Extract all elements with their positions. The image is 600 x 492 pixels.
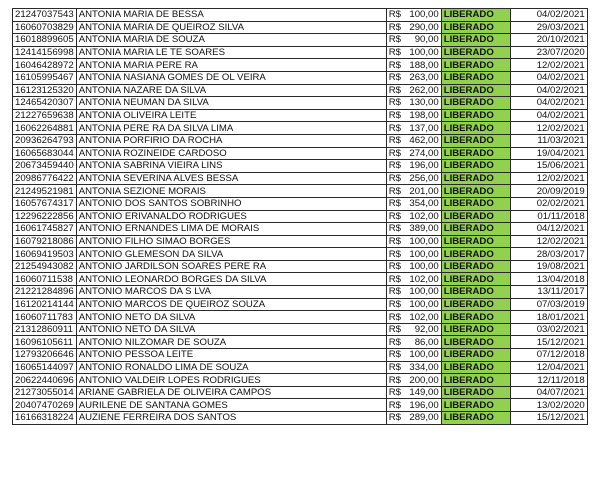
currency-cell: R$ bbox=[386, 298, 404, 311]
date-cell: 15/12/2021 bbox=[510, 412, 587, 425]
cpf-cell: 16096105611 bbox=[13, 336, 77, 349]
cpf-cell: 16061745827 bbox=[13, 223, 77, 236]
value-cell: 92,00 bbox=[404, 323, 442, 336]
status-cell: LIBERADO bbox=[441, 84, 510, 97]
value-cell: 188,00 bbox=[404, 59, 442, 72]
table-row bbox=[13, 386, 588, 399]
cpf-cell: 16060703829 bbox=[13, 21, 77, 34]
table-row bbox=[13, 273, 588, 286]
cpf-cell: 12414156998 bbox=[13, 46, 77, 59]
currency-cell: R$ bbox=[386, 210, 404, 223]
status-cell: LIBERADO bbox=[441, 34, 510, 47]
status-cell: LIBERADO bbox=[441, 386, 510, 399]
name-cell: ANTONIO ERNANDES LIMA DE MORAIS bbox=[76, 223, 386, 236]
currency-cell: R$ bbox=[386, 399, 404, 412]
cpf-cell: 16105995467 bbox=[13, 71, 77, 84]
payment-list-table bbox=[12, 8, 588, 425]
currency-cell: R$ bbox=[386, 323, 404, 336]
cpf-cell: 20622440696 bbox=[13, 374, 77, 387]
cpf-cell: 21221284896 bbox=[13, 286, 77, 299]
name-cell: ANTONIA ROZINEIDE CARDOSO bbox=[76, 147, 386, 160]
currency-cell: R$ bbox=[386, 223, 404, 236]
table-row bbox=[13, 172, 588, 185]
date-cell: 12/02/2021 bbox=[510, 235, 587, 248]
name-cell: ANTONIO JARDILSON SOARES PERE RA bbox=[76, 260, 386, 273]
table-row bbox=[13, 311, 588, 324]
date-cell: 13/11/2017 bbox=[510, 286, 587, 299]
date-cell: 03/02/2021 bbox=[510, 323, 587, 336]
currency-cell: R$ bbox=[386, 71, 404, 84]
date-cell: 18/01/2021 bbox=[510, 311, 587, 324]
cpf-cell: 16065683044 bbox=[13, 147, 77, 160]
status-cell: LIBERADO bbox=[441, 399, 510, 412]
value-cell: 100,00 bbox=[404, 260, 442, 273]
table-row bbox=[13, 122, 588, 135]
value-cell: 100,00 bbox=[404, 46, 442, 59]
table-row bbox=[13, 59, 588, 72]
status-cell: LIBERADO bbox=[441, 210, 510, 223]
table-row bbox=[13, 298, 588, 311]
currency-cell: R$ bbox=[386, 386, 404, 399]
cpf-cell: 20673459440 bbox=[13, 160, 77, 173]
date-cell: 11/03/2021 bbox=[510, 134, 587, 147]
table-row bbox=[13, 71, 588, 84]
status-cell: LIBERADO bbox=[441, 223, 510, 236]
value-cell: 100,00 bbox=[404, 298, 442, 311]
name-cell: ANTONIA MARIA LE TE SOARES bbox=[76, 46, 386, 59]
cpf-cell: 16062264881 bbox=[13, 122, 77, 135]
name-cell: ANTONIA SEVERINA ALVES BESSA bbox=[76, 172, 386, 185]
status-cell: LIBERADO bbox=[441, 71, 510, 84]
currency-cell: R$ bbox=[386, 374, 404, 387]
date-cell: 12/04/2021 bbox=[510, 361, 587, 374]
value-cell: 100,00 bbox=[404, 248, 442, 261]
name-cell: ANTONIO FILHO SIMAO BORGES bbox=[76, 235, 386, 248]
name-cell: AURILENE DE SANTANA GOMES bbox=[76, 399, 386, 412]
currency-cell: R$ bbox=[386, 311, 404, 324]
date-cell: 15/12/2021 bbox=[510, 336, 587, 349]
table-row bbox=[13, 248, 588, 261]
cpf-cell: 16057674317 bbox=[13, 197, 77, 210]
date-cell: 12/02/2021 bbox=[510, 59, 587, 72]
status-cell: LIBERADO bbox=[441, 286, 510, 299]
currency-cell: R$ bbox=[386, 9, 404, 22]
date-cell: 04/02/2021 bbox=[510, 97, 587, 110]
name-cell: ANTONIO NETO DA SILVA bbox=[76, 311, 386, 324]
status-cell: LIBERADO bbox=[441, 323, 510, 336]
value-cell: 256,00 bbox=[404, 172, 442, 185]
value-cell: 102,00 bbox=[404, 210, 442, 223]
currency-cell: R$ bbox=[386, 134, 404, 147]
table-row bbox=[13, 286, 588, 299]
table-row bbox=[13, 361, 588, 374]
table-row bbox=[13, 185, 588, 198]
date-cell: 04/02/2021 bbox=[510, 71, 587, 84]
date-cell: 04/02/2021 bbox=[510, 9, 587, 22]
name-cell: ANTONIO MARCOS DE QUEIROZ SOUZA bbox=[76, 298, 386, 311]
date-cell: 19/04/2021 bbox=[510, 147, 587, 160]
currency-cell: R$ bbox=[386, 336, 404, 349]
cpf-cell: 16046428972 bbox=[13, 59, 77, 72]
table-row bbox=[13, 46, 588, 59]
date-cell: 13/04/2018 bbox=[510, 273, 587, 286]
cpf-cell: 16069419503 bbox=[13, 248, 77, 261]
cpf-cell: 21227659638 bbox=[13, 109, 77, 122]
value-cell: 462,00 bbox=[404, 134, 442, 147]
value-cell: 201,00 bbox=[404, 185, 442, 198]
name-cell: ANTONIO GLEMESON DA SILVA bbox=[76, 248, 386, 261]
value-cell: 196,00 bbox=[404, 160, 442, 173]
table-row bbox=[13, 210, 588, 223]
value-cell: 149,00 bbox=[404, 386, 442, 399]
table-row bbox=[13, 34, 588, 47]
name-cell: ANTONIA SABRINA VIEIRA LINS bbox=[76, 160, 386, 173]
value-cell: 334,00 bbox=[404, 361, 442, 374]
table-row bbox=[13, 84, 588, 97]
table-row bbox=[13, 399, 588, 412]
name-cell: ANTONIA MARIA DE SOUZA bbox=[76, 34, 386, 47]
value-cell: 274,00 bbox=[404, 147, 442, 160]
currency-cell: R$ bbox=[386, 34, 404, 47]
cpf-cell: 20986776422 bbox=[13, 172, 77, 185]
table-row bbox=[13, 260, 588, 273]
name-cell: ANTONIO VALDEIR LOPES RODRIGUES bbox=[76, 374, 386, 387]
name-cell: AUZIENE FERREIRA DOS SANTOS bbox=[76, 412, 386, 425]
name-cell: ANTONIA OLIVEIRA LEITE bbox=[76, 109, 386, 122]
status-cell: LIBERADO bbox=[441, 273, 510, 286]
value-cell: 100,00 bbox=[404, 349, 442, 362]
cpf-cell: 21273055014 bbox=[13, 386, 77, 399]
table-body bbox=[13, 9, 588, 425]
value-cell: 100,00 bbox=[404, 286, 442, 299]
cpf-cell: 16166318224 bbox=[13, 412, 77, 425]
cpf-cell: 12793206646 bbox=[13, 349, 77, 362]
status-cell: LIBERADO bbox=[441, 185, 510, 198]
table-row bbox=[13, 109, 588, 122]
currency-cell: R$ bbox=[386, 172, 404, 185]
cpf-cell: 12465420307 bbox=[13, 97, 77, 110]
table-row bbox=[13, 9, 588, 22]
status-cell: LIBERADO bbox=[441, 172, 510, 185]
currency-cell: R$ bbox=[386, 286, 404, 299]
date-cell: 23/07/2020 bbox=[510, 46, 587, 59]
name-cell: ANTONIO RONALDO LIMA DE SOUZA bbox=[76, 361, 386, 374]
currency-cell: R$ bbox=[386, 412, 404, 425]
status-cell: LIBERADO bbox=[441, 260, 510, 273]
table-row bbox=[13, 160, 588, 173]
cpf-cell: 21254943082 bbox=[13, 260, 77, 273]
name-cell: ANTONIA NAZARE DA SILVA bbox=[76, 84, 386, 97]
date-cell: 13/02/2020 bbox=[510, 399, 587, 412]
status-cell: LIBERADO bbox=[441, 147, 510, 160]
date-cell: 04/12/2021 bbox=[510, 223, 587, 236]
date-cell: 04/02/2021 bbox=[510, 84, 587, 97]
name-cell: ARIANE GABRIELA DE OLIVEIRA CAMPOS bbox=[76, 386, 386, 399]
status-cell: LIBERADO bbox=[441, 374, 510, 387]
date-cell: 12/02/2021 bbox=[510, 172, 587, 185]
date-cell: 07/12/2018 bbox=[510, 349, 587, 362]
date-cell: 20/09/2019 bbox=[510, 185, 587, 198]
currency-cell: R$ bbox=[386, 197, 404, 210]
cpf-cell: 12296222856 bbox=[13, 210, 77, 223]
cpf-cell: 16079218086 bbox=[13, 235, 77, 248]
status-cell: LIBERADO bbox=[441, 248, 510, 261]
name-cell: ANTONIA SEZIONE MORAIS bbox=[76, 185, 386, 198]
currency-cell: R$ bbox=[386, 46, 404, 59]
currency-cell: R$ bbox=[386, 147, 404, 160]
status-cell: LIBERADO bbox=[441, 336, 510, 349]
value-cell: 130,00 bbox=[404, 97, 442, 110]
status-cell: LIBERADO bbox=[441, 361, 510, 374]
name-cell: ANTONIO ERIVANALDO RODRIGUES bbox=[76, 210, 386, 223]
date-cell: 20/10/2021 bbox=[510, 34, 587, 47]
table-row bbox=[13, 97, 588, 110]
status-cell: LIBERADO bbox=[441, 134, 510, 147]
value-cell: 200,00 bbox=[404, 374, 442, 387]
value-cell: 102,00 bbox=[404, 311, 442, 324]
name-cell: ANTONIA NASIANA GOMES DE OL VEIRA bbox=[76, 71, 386, 84]
date-cell: 12/02/2021 bbox=[510, 122, 587, 135]
value-cell: 290,00 bbox=[404, 21, 442, 34]
date-cell: 04/07/2021 bbox=[510, 386, 587, 399]
status-cell: LIBERADO bbox=[441, 46, 510, 59]
name-cell: ANTONIO MARCOS DA S LVA bbox=[76, 286, 386, 299]
name-cell: ANTONIO PESSOA LEITE bbox=[76, 349, 386, 362]
name-cell: ANTONIO DOS SANTOS SOBRINHO bbox=[76, 197, 386, 210]
currency-cell: R$ bbox=[386, 235, 404, 248]
name-cell: ANTONIA MARIA DE BESSA bbox=[76, 9, 386, 22]
status-cell: LIBERADO bbox=[441, 109, 510, 122]
value-cell: 289,00 bbox=[404, 412, 442, 425]
date-cell: 28/03/2017 bbox=[510, 248, 587, 261]
currency-cell: R$ bbox=[386, 59, 404, 72]
table-row bbox=[13, 323, 588, 336]
cpf-cell: 16123125320 bbox=[13, 84, 77, 97]
table-row bbox=[13, 336, 588, 349]
date-cell: 12/11/2018 bbox=[510, 374, 587, 387]
value-cell: 100,00 bbox=[404, 9, 442, 22]
cpf-cell: 21312860911 bbox=[13, 323, 77, 336]
value-cell: 90,00 bbox=[404, 34, 442, 47]
value-cell: 354,00 bbox=[404, 197, 442, 210]
date-cell: 07/03/2019 bbox=[510, 298, 587, 311]
currency-cell: R$ bbox=[386, 361, 404, 374]
status-cell: LIBERADO bbox=[441, 9, 510, 22]
date-cell: 04/02/2021 bbox=[510, 109, 587, 122]
status-cell: LIBERADO bbox=[441, 59, 510, 72]
table-row bbox=[13, 147, 588, 160]
name-cell: ANTONIA MARIA DE QUEIROZ SILVA bbox=[76, 21, 386, 34]
name-cell: ANTONIA PERE RA DA SILVA LIMA bbox=[76, 122, 386, 135]
status-cell: LIBERADO bbox=[441, 412, 510, 425]
status-cell: LIBERADO bbox=[441, 197, 510, 210]
value-cell: 137,00 bbox=[404, 122, 442, 135]
date-cell: 02/02/2021 bbox=[510, 197, 587, 210]
value-cell: 86,00 bbox=[404, 336, 442, 349]
currency-cell: R$ bbox=[386, 248, 404, 261]
value-cell: 262,00 bbox=[404, 84, 442, 97]
table-row bbox=[13, 235, 588, 248]
cpf-cell: 16060711538 bbox=[13, 273, 77, 286]
table-row bbox=[13, 412, 588, 425]
currency-cell: R$ bbox=[386, 260, 404, 273]
status-cell: LIBERADO bbox=[441, 235, 510, 248]
cpf-cell: 20936264793 bbox=[13, 134, 77, 147]
table-row bbox=[13, 349, 588, 362]
date-cell: 01/11/2018 bbox=[510, 210, 587, 223]
name-cell: ANTONIO LEONARDO BORGES DA SILVA bbox=[76, 273, 386, 286]
currency-cell: R$ bbox=[386, 109, 404, 122]
name-cell: ANTONIA PORFIRIO DA ROCHA bbox=[76, 134, 386, 147]
table-row bbox=[13, 374, 588, 387]
cpf-cell: 21249521981 bbox=[13, 185, 77, 198]
name-cell: ANTONIA NEUMAN DA SILVA bbox=[76, 97, 386, 110]
currency-cell: R$ bbox=[386, 160, 404, 173]
table-row bbox=[13, 223, 588, 236]
cpf-cell: 16018899605 bbox=[13, 34, 77, 47]
name-cell: ANTONIA MARIA PERE RA bbox=[76, 59, 386, 72]
status-cell: LIBERADO bbox=[441, 122, 510, 135]
value-cell: 389,00 bbox=[404, 223, 442, 236]
currency-cell: R$ bbox=[386, 185, 404, 198]
date-cell: 15/06/2021 bbox=[510, 160, 587, 173]
table-row bbox=[13, 21, 588, 34]
value-cell: 196,00 bbox=[404, 399, 442, 412]
value-cell: 100,00 bbox=[404, 235, 442, 248]
currency-cell: R$ bbox=[386, 273, 404, 286]
cpf-cell: 16120214144 bbox=[13, 298, 77, 311]
cpf-cell: 20407470269 bbox=[13, 399, 77, 412]
currency-cell: R$ bbox=[386, 349, 404, 362]
value-cell: 198,00 bbox=[404, 109, 442, 122]
status-cell: LIBERADO bbox=[441, 349, 510, 362]
table-row bbox=[13, 197, 588, 210]
date-cell: 19/08/2021 bbox=[510, 260, 587, 273]
currency-cell: R$ bbox=[386, 97, 404, 110]
currency-cell: R$ bbox=[386, 84, 404, 97]
date-cell: 29/03/2021 bbox=[510, 21, 587, 34]
cpf-cell: 16060711783 bbox=[13, 311, 77, 324]
currency-cell: R$ bbox=[386, 122, 404, 135]
status-cell: LIBERADO bbox=[441, 298, 510, 311]
table-row bbox=[13, 134, 588, 147]
value-cell: 102,00 bbox=[404, 273, 442, 286]
value-cell: 263,00 bbox=[404, 71, 442, 84]
status-cell: LIBERADO bbox=[441, 97, 510, 110]
name-cell: ANTONIO NILZOMAR DE SOUZA bbox=[76, 336, 386, 349]
cpf-cell: 16065144097 bbox=[13, 361, 77, 374]
currency-cell: R$ bbox=[386, 21, 404, 34]
status-cell: LIBERADO bbox=[441, 160, 510, 173]
name-cell: ANTONIO NETO DA SILVA bbox=[76, 323, 386, 336]
status-cell: LIBERADO bbox=[441, 311, 510, 324]
cpf-cell: 21247037543 bbox=[13, 9, 77, 22]
status-cell: LIBERADO bbox=[441, 21, 510, 34]
